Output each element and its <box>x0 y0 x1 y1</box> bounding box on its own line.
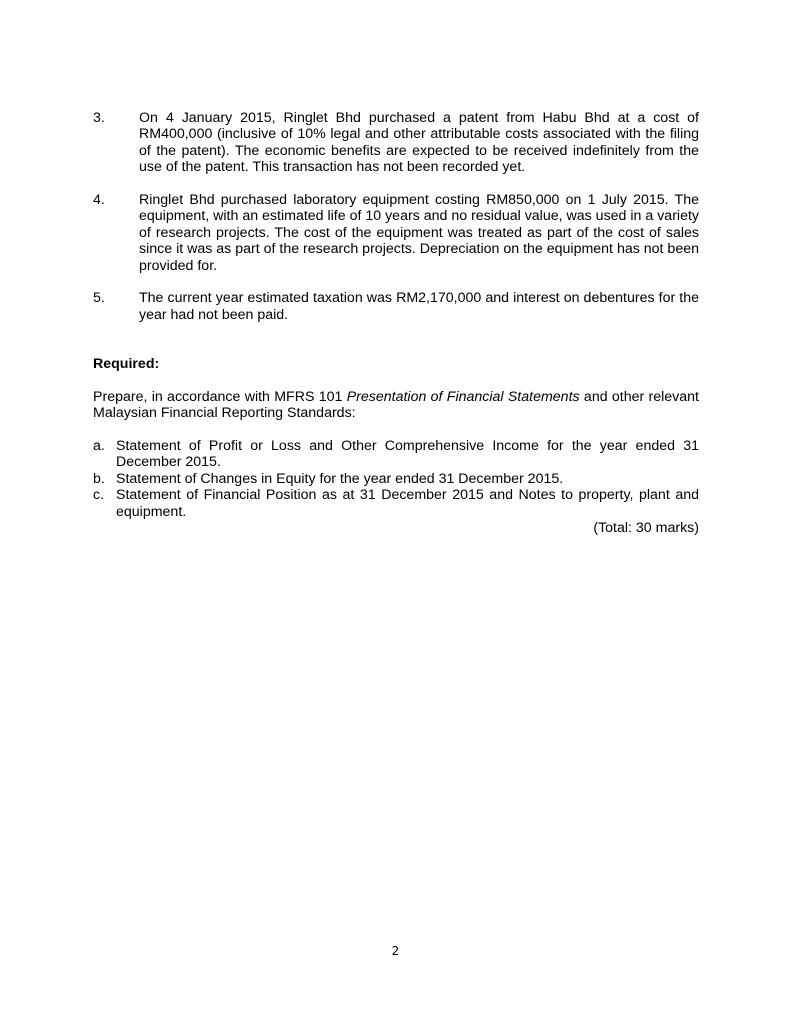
total-marks: (Total: 30 marks) <box>593 520 699 537</box>
page-number: 2 <box>391 944 400 958</box>
intro-text-after: and other relevant Malaysian Financial Reporting Standards: <box>93 388 699 422</box>
task-letter: c. <box>93 487 105 504</box>
task-letter: a. <box>93 438 105 455</box>
numbered-item-4 <box>93 192 699 274</box>
task-text: Statement of Changes in Equity for the year ended 31 December 2015. <box>116 470 564 487</box>
task-text: Statement of Profit or Loss and Other Comprehensive Income for the year ended 31 December 2015. <box>116 438 699 471</box>
required-heading: Required: <box>93 356 160 373</box>
required-intro <box>93 389 699 422</box>
task-letter: b. <box>93 470 105 487</box>
intro-text-before: Prepare, in accordance with MFRS 101 <box>93 388 347 405</box>
task-item-c <box>93 487 699 520</box>
item-number: 3. <box>93 110 105 126</box>
item-number: 5. <box>93 290 105 307</box>
item-text: Ringlet Bhd purchased laboratory equipment costing RM850,000 on 1 July 2015. The equipment, with an estimated life of 10 years and no residual value, was used in a variety of research projects. The cost of the equipment was treated as part of the cost of sales since it was as part of the research projects. Depreciation on the equipment has not been provided for. <box>139 192 699 274</box>
task-item-b <box>93 471 699 487</box>
numbered-item-3 <box>93 110 699 176</box>
task-item-a <box>93 438 699 471</box>
standard-title: Presentation of Financial Statements <box>346 388 580 405</box>
task-list <box>93 438 699 520</box>
document-body <box>93 110 699 536</box>
item-text: On 4 January 2015, Ringlet Bhd purchased a patent from Habu Bhd at a cost of RM400,000 (inclusive of 10% legal and other attributable costs associated with the filing of the patent). The economic benefits are expected to be received indefinitely from the use of the patent. This transaction has not been recorded yet. <box>139 110 699 176</box>
item-text: The current year estimated taxation was RM2,170,000 and interest on debentures for the year had not been paid. <box>139 290 699 323</box>
numbered-item-5 <box>93 290 699 323</box>
task-text: Statement of Financial Position as at 31 December 2015 and Notes to property, plant and equipment. <box>116 487 699 520</box>
item-number: 4. <box>93 192 105 209</box>
